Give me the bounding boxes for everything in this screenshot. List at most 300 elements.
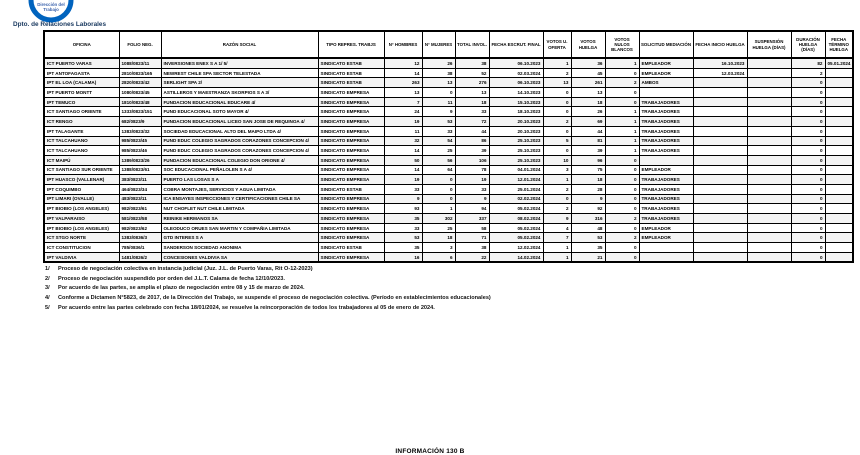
table-cell: 92 [571, 204, 605, 214]
table-cell: 33 [455, 107, 489, 117]
table-row [44, 146, 853, 156]
table-cell: TRABAJADORES [639, 175, 693, 185]
table-cell: 0 [791, 233, 825, 243]
table-cell: 25.10.2023 [489, 136, 543, 146]
table-cell: IPT COQUIMBO [44, 184, 119, 194]
table-cell [693, 184, 747, 194]
table-row [44, 252, 853, 262]
table-cell [693, 117, 747, 127]
table-cell [825, 146, 853, 156]
table-cell: 1388/0823/61 [119, 165, 161, 175]
table-cell: 982/0823/61 [119, 204, 161, 214]
table-cell: SINDICATO EMPRESA [318, 252, 384, 262]
table-cell: 94 [455, 204, 489, 214]
table-cell: 1 [605, 58, 639, 68]
table-cell: SINDICATO EMPRESA [318, 146, 384, 156]
table-cell [747, 88, 791, 98]
table-cell [693, 214, 747, 224]
table-cell: 14.02.2024 [489, 252, 543, 262]
table-cell: SINDICATO EMPRESA [318, 126, 384, 136]
table-cell: SERLIGHT SPA 2/ [161, 78, 318, 88]
table-cell: 10 [543, 155, 571, 165]
table-cell: ICT RENGO [44, 117, 119, 127]
table-cell [747, 243, 791, 253]
table-cell: 48 [571, 223, 605, 233]
table-cell [825, 252, 853, 262]
table-cell: 13 [384, 88, 422, 98]
department-title: Dpto. de Relaciones Laborales [13, 21, 107, 28]
table-cell: 0 [543, 107, 571, 117]
table-row [44, 184, 853, 194]
table-cell: 1389/0823/26 [119, 155, 161, 165]
footnote-text: Por acuerdo entre las partes celebrado con fecha 18/01/2024, se resuelve la reincorporación de todos los trabajadores al 05 de enero de 2024. [58, 304, 435, 311]
table-cell: 985/0823/46 [119, 146, 161, 156]
table-cell [825, 175, 853, 185]
column-header: TIPO REPRES. TRABJS [318, 31, 384, 58]
table-cell: 93 [384, 204, 422, 214]
table-cell: PUERTO LAS LOSAS S A [161, 175, 318, 185]
table-cell: 38 [455, 58, 489, 68]
table-cell: ICT SANTIAGO ORIENTE [44, 107, 119, 117]
table-cell: ICT STGO NORTE [44, 233, 119, 243]
table-cell [747, 214, 791, 224]
table-row [44, 175, 853, 185]
table-cell: 96 [571, 155, 605, 165]
table-cell: 263 [384, 78, 422, 88]
table-cell: 785/0836/1 [119, 243, 161, 253]
table-cell: 33 [455, 184, 489, 194]
table-cell: 0 [422, 194, 455, 204]
table-cell: SINDICATO ESTAB [318, 184, 384, 194]
table-cell: 982/0823/62 [119, 223, 161, 233]
footnote-marker: 3/ [45, 285, 50, 292]
table-cell: 02.02.2024 [489, 194, 543, 204]
column-header: VOTOS HUELGA [571, 31, 605, 58]
table-cell [825, 214, 853, 224]
column-header: OFICINA [44, 31, 119, 58]
table-cell: 0 [791, 204, 825, 214]
table-cell: SANDERSON SOCIEDAD ANONIMA [161, 243, 318, 253]
table-cell: 1 [543, 243, 571, 253]
table-cell: 0 [605, 165, 639, 175]
table-cell: 0 [791, 146, 825, 156]
table-cell: 0 [791, 223, 825, 233]
table-cell: 12.03.2024 [693, 68, 747, 78]
table-cell [747, 252, 791, 262]
table-cell: 276 [455, 78, 489, 88]
table-cell: 11 [422, 97, 455, 107]
table-cell [825, 136, 853, 146]
table-cell: 0 [791, 107, 825, 117]
column-header: RAZÓN SOCIAL [161, 31, 318, 58]
table-cell: 3 [543, 165, 571, 175]
table-cell: 0 [791, 97, 825, 107]
table-row [44, 117, 853, 127]
table-cell: 05.02.2024 [489, 223, 543, 233]
table-cell: 1 [422, 204, 455, 214]
table-cell [693, 136, 747, 146]
table-cell: 2 [543, 204, 571, 214]
table-cell: 18.10.2023 [489, 107, 543, 117]
table-cell: 0 [543, 97, 571, 107]
table-cell: 316 [571, 214, 605, 224]
table-cell: 7 [543, 233, 571, 243]
table-cell [825, 165, 853, 175]
table-cell: 383/0823/11 [119, 175, 161, 185]
footnote-text: Proceso de negociación colectiva en instancia judicial (Juz. J.L. de Puerto Varas, Rit O-12-2023) [58, 266, 313, 272]
table-cell: SINDICATO ESTAB [318, 68, 384, 78]
table-cell: FUNDACION EDUCACIONAL LICEO SAN JOSE DE REQUINOA 4/ [161, 117, 318, 127]
table-cell: 25.10.2023 [489, 146, 543, 156]
table-cell [747, 233, 791, 243]
table-cell: 71 [455, 233, 489, 243]
table-cell: 50 [384, 155, 422, 165]
table-cell: 25.10.2023 [489, 155, 543, 165]
table-cell: 0 [605, 68, 639, 78]
table-cell: 20.10.2023 [489, 117, 543, 127]
table-cell: 1 [543, 175, 571, 185]
footnote-marker: 5/ [45, 304, 50, 311]
table-cell [825, 243, 853, 253]
table-cell: 44 [571, 126, 605, 136]
table-row [44, 223, 853, 233]
table-cell: 3 [422, 243, 455, 253]
table-cell [639, 252, 693, 262]
table-cell: 0 [791, 194, 825, 204]
table-cell [747, 126, 791, 136]
table-cell: 1383/0823/32 [119, 126, 161, 136]
table-cell: IPT BIOBIO (LOS ANGELES) [44, 223, 119, 233]
table-cell: AMBOS [639, 78, 693, 88]
table-cell: 18 [455, 97, 489, 107]
table-cell: 38 [422, 68, 455, 78]
table-cell: 0 [605, 252, 639, 262]
table-cell: 1383/0836/3 [119, 233, 161, 243]
table-cell: ICT CONSTITUCION [44, 243, 119, 253]
table-row [44, 126, 853, 136]
table-cell: 0 [605, 88, 639, 98]
table-cell: 19 [455, 175, 489, 185]
logo-text [21, 2, 81, 13]
table-cell: 0 [422, 88, 455, 98]
table-body [44, 58, 853, 262]
table-cell: SOC EDUCACIONAL PEÑALOLEN S A 4/ [161, 165, 318, 175]
table-cell [693, 233, 747, 243]
table-cell: 72 [455, 117, 489, 127]
table-cell: 18 [571, 175, 605, 185]
table-cell: OLEODUCO ORUES SAN MARTIN Y COMPAÑIA LIMITADA [161, 223, 318, 233]
table-cell: IPT ANTOFAGASTA [44, 68, 119, 78]
table-cell: 16 [384, 252, 422, 262]
table-cell: 0 [605, 175, 639, 185]
table-cell: 1 [605, 126, 639, 136]
table-cell: 35 [571, 243, 605, 253]
table-cell: 0 [543, 126, 571, 136]
table-cell: 28 [571, 184, 605, 194]
table-cell: COBRA MONTAJES, SERVICIOS Y AGUA LIMITADA [161, 184, 318, 194]
column-header: FECHA INICIO HUELGA [693, 31, 747, 58]
table-cell: SINDICATO EMPRESA [318, 214, 384, 224]
table-cell: 0 [543, 88, 571, 98]
table-cell: IPT LIMARI (OVALLE) [44, 194, 119, 204]
table-cell: 06.10.2023 [489, 58, 543, 68]
table-row [44, 97, 853, 107]
table-cell: 64 [422, 165, 455, 175]
table-cell: 4 [543, 223, 571, 233]
table-cell: SINDICATO ESTAB [318, 243, 384, 253]
table-cell: 2 [605, 78, 639, 88]
table-cell: 0 [791, 252, 825, 262]
table-cell [693, 155, 747, 165]
table-cell: SINDICATO EMPRESA [318, 175, 384, 185]
logo-line2: Trabajo [43, 7, 59, 13]
table-cell [693, 243, 747, 253]
table-cell: 0 [543, 146, 571, 156]
table-cell [693, 204, 747, 214]
table-cell [693, 78, 747, 88]
table-cell [825, 126, 853, 136]
table-cell: SINDICATO EMPRESA [318, 165, 384, 175]
table-cell: NEWREST CHILE SPA SECTOR TELESTADA [161, 68, 318, 78]
table-cell: SINDICATO EMPRESA [318, 155, 384, 165]
table-cell [825, 107, 853, 117]
table-cell: 45 [571, 68, 605, 78]
table-cell [825, 78, 853, 88]
table-cell: IPT TEMUCO [44, 97, 119, 107]
table-cell: 12.01.2024 [489, 175, 543, 185]
table-cell: 33 [384, 184, 422, 194]
table-cell: 36 [571, 58, 605, 68]
table-cell: 682/0823/9 [119, 117, 161, 127]
table-cell [747, 68, 791, 78]
table-cell [747, 204, 791, 214]
table-cell: SINDICATO EMPRESA [318, 136, 384, 146]
table-cell [825, 97, 853, 107]
table-cell: 0 [791, 117, 825, 127]
table-cell: 2 [605, 233, 639, 243]
table-cell: 0 [605, 184, 639, 194]
table-cell: 106 [455, 155, 489, 165]
table-cell: 25 [422, 223, 455, 233]
table-cell [747, 136, 791, 146]
table-cell [747, 146, 791, 156]
table-cell: 1088/0823/11 [119, 58, 161, 68]
table-cell: 1481/0826/2 [119, 252, 161, 262]
table-row [44, 214, 853, 224]
table-cell: CONCESIONES VALDIVIA SA [161, 252, 318, 262]
table-cell [639, 243, 693, 253]
table-cell: 21 [571, 252, 605, 262]
table-cell [747, 78, 791, 88]
table-cell: 44 [455, 126, 489, 136]
table-cell: 08.02.2024 [489, 214, 543, 224]
table-cell [747, 58, 791, 68]
table-cell [693, 97, 747, 107]
table-cell: 56 [422, 155, 455, 165]
column-header: SUSPENSIÓN HUELGA (DÍAS) [747, 31, 791, 58]
table-cell: SINDICATO EMPRESA [318, 194, 384, 204]
table-row [44, 165, 853, 175]
table-row [44, 136, 853, 146]
table-cell: SINDICATO EMPRESA [318, 204, 384, 214]
footnotes [45, 265, 491, 314]
table-cell: 9 [422, 107, 455, 117]
table-cell: 0 [791, 243, 825, 253]
footnote [45, 284, 491, 294]
table-row [44, 68, 853, 78]
column-header: N° HOMBRES [384, 31, 422, 58]
huelgas-table [43, 30, 854, 263]
table-cell [825, 88, 853, 98]
footnote-marker: 1/ [45, 266, 50, 272]
table-cell: 81 [571, 136, 605, 146]
table-cell: 15.10.2023 [489, 97, 543, 107]
table-cell: 0 [422, 175, 455, 185]
header-row [44, 31, 853, 58]
table-cell: 39 [571, 146, 605, 156]
table-cell: 261 [571, 78, 605, 88]
footnote [45, 275, 491, 285]
table-cell: 20.10.2023 [489, 126, 543, 136]
table-cell: 69 [571, 117, 605, 127]
table-cell [639, 155, 693, 165]
table-cell: TRABAJADORES [639, 204, 693, 214]
table-row [44, 107, 853, 117]
table-cell: 1 [605, 146, 639, 156]
table-row [44, 155, 853, 165]
table-cell: 2820/0823/42 [119, 78, 161, 88]
table-cell: TRABAJADORES [639, 107, 693, 117]
table-cell: 13 [543, 78, 571, 88]
table-cell: 1 [605, 136, 639, 146]
table-cell: 0 [791, 214, 825, 224]
table-cell: 39 [455, 146, 489, 156]
table-cell: SINDICATO EMPRESA [318, 117, 384, 127]
table-cell: 22 [455, 252, 489, 262]
table-cell: IPT VALPARAISO [44, 214, 119, 224]
footnote-text: Proceso de negociación suspendido por orden del J.L.T. Calama de fecha 12/10/2023. [58, 275, 285, 282]
table-cell: 1 [605, 107, 639, 117]
table-cell: 5 [543, 136, 571, 146]
table-cell: 1 [605, 117, 639, 127]
table-cell: FUNDACION EDUCACIONAL COLEGIO DON ORIONE 4/ [161, 155, 318, 165]
table-cell: 9 [455, 194, 489, 204]
table-cell: 0 [791, 175, 825, 185]
table-cell [747, 223, 791, 233]
table-cell: 06.10.2023 [489, 78, 543, 88]
table-cell: ICT TALCAHUANO [44, 136, 119, 146]
table-cell: 0 [605, 97, 639, 107]
column-header: DURACIÓN HUELGA (DÍAS) [791, 31, 825, 58]
table-cell [747, 165, 791, 175]
table-cell: 14.10.2023 [489, 88, 543, 98]
table-cell [747, 117, 791, 127]
table-cell: 0 [422, 184, 455, 194]
table-cell: 11 [384, 126, 422, 136]
table-cell: ASTILLEROS Y MAESTRANZA SKORPIOS S A 3/ [161, 88, 318, 98]
table-cell: TRABAJADORES [639, 126, 693, 136]
column-header: VOTOS U. OFERTA [543, 31, 571, 58]
table-cell: 7 [384, 97, 422, 107]
table-cell: 16.10.2023 [693, 58, 747, 68]
table-cell [825, 155, 853, 165]
table-cell [693, 146, 747, 156]
table-cell: IPT HUASCO (VALLENAR) [44, 175, 119, 185]
table-cell [693, 194, 747, 204]
table-cell: ICT TALCAHUANO [44, 146, 119, 156]
table-cell: 483/0823/11 [119, 194, 161, 204]
table-cell: 33 [422, 126, 455, 136]
table-cell [693, 252, 747, 262]
footnote [45, 265, 491, 275]
table-row [44, 204, 853, 214]
table-cell: SINDICATO ESTAB [318, 58, 384, 68]
table-cell: 0 [605, 204, 639, 214]
table-cell: 53 [571, 233, 605, 243]
table-cell: 2 [605, 214, 639, 224]
column-header: VOTOS NULOS BLANCOS [605, 31, 639, 58]
table-cell: 2 [543, 117, 571, 127]
table-cell: FUND EDUC COLEGIO SAGRADOS CORAZONES CONCEPCION 4/ [161, 136, 318, 146]
footnote [45, 304, 491, 314]
table-cell: SINDICATO EMPRESA [318, 107, 384, 117]
table-cell: 0 [791, 155, 825, 165]
table-cell: 25.01.2024 [489, 184, 543, 194]
table-row [44, 58, 853, 68]
table-cell: 26 [422, 58, 455, 68]
table-cell [825, 233, 853, 243]
table-cell: 82 [791, 58, 825, 68]
table-cell: 58 [455, 223, 489, 233]
table-cell: FUND EDUC COLEGIO SAGRADOS CORAZONES CONCEPCION 4/ [161, 146, 318, 156]
table-cell: 13 [422, 78, 455, 88]
table-cell: ICT MAIPÚ [44, 155, 119, 165]
table-cell [747, 194, 791, 204]
table-cell: SINDICATO ESTAB [318, 78, 384, 88]
footnote-marker: 2/ [45, 275, 50, 282]
table-cell: 1810/0823/48 [119, 97, 161, 107]
table-cell: 13 [455, 88, 489, 98]
table-cell: 14 [384, 146, 422, 156]
table-cell: 985/0823/45 [119, 136, 161, 146]
table-cell: 33 [384, 223, 422, 233]
table-cell [825, 68, 853, 78]
table-cell: TRABAJADORES [639, 214, 693, 224]
table-cell: FUNDACION EDUCACIONAL EDUCARE 4/ [161, 97, 318, 107]
table-cell: 35 [384, 214, 422, 224]
table-cell: 14 [384, 165, 422, 175]
table-cell: 0 [791, 126, 825, 136]
table-cell: ICA ENSAYES INSPECCIONES Y CERTIFICACIONES CHILE SA [161, 194, 318, 204]
table-cell: TRABAJADORES [639, 136, 693, 146]
column-header: FECHA TÉRMINO HUELGA [825, 31, 853, 58]
table-row [44, 233, 853, 243]
table-cell: 1 [543, 58, 571, 68]
table-cell: 0 [605, 155, 639, 165]
table-cell: 0 [791, 78, 825, 88]
table-cell [825, 184, 853, 194]
table-cell: GTD INTERES S A [161, 233, 318, 243]
table-cell [825, 223, 853, 233]
table-cell: TRABAJADORES [639, 194, 693, 204]
table-cell: 05.02.2024 [489, 204, 543, 214]
table-cell: 2810/0823/165 [119, 68, 161, 78]
column-header: FOLIO NEG. [119, 31, 161, 58]
table-cell [693, 175, 747, 185]
table-cell: 52 [455, 68, 489, 78]
table-cell: 0 [791, 88, 825, 98]
footnote-marker: 4/ [45, 295, 50, 302]
